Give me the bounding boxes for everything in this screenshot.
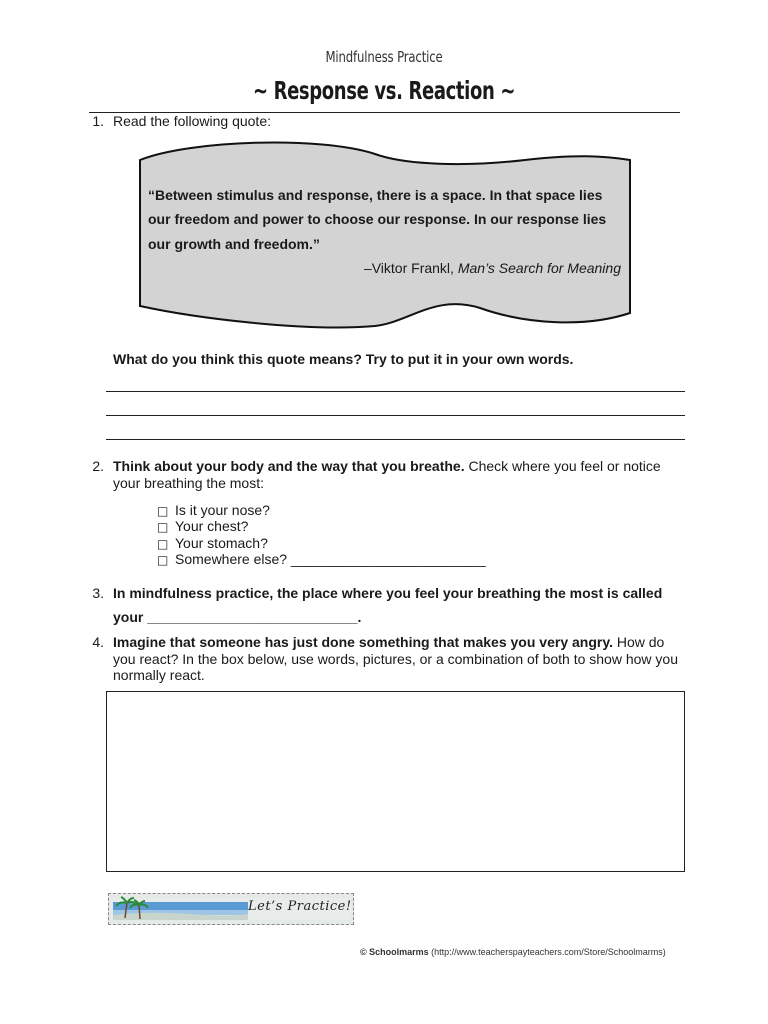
footer-url[interactable]: (http://www.teacherspayteachers.com/Store/Schoolmarms) [428,947,666,957]
option-label: Is it your nose? [175,502,270,518]
option-label: Somewhere else? _________________________ [175,551,486,567]
option-chest[interactable] [157,518,248,534]
checkbox-icon[interactable]: □ [157,553,169,567]
lets-practice-label: Let’s Practice! [248,899,352,914]
checkbox-icon[interactable]: □ [157,504,169,518]
worksheet-subtitle: Mindfulness Practice [325,48,443,66]
option-somewhere-else[interactable] [157,551,486,567]
question-4-line-1 [113,634,664,650]
question-2-rest: Check where you feel or notice [464,458,661,474]
checkbox-icon[interactable]: □ [157,520,169,534]
option-stomach[interactable] [157,535,268,551]
quote-attribution [364,260,621,276]
quote-line-2: our freedom and power to choose our response. In our response lies [148,211,607,227]
quote-line-1: “Between stimulus and response, there is a space. In that space lies [148,187,603,203]
reaction-drawing-box[interactable] [106,691,685,872]
option-nose[interactable] [157,502,270,518]
question-2-bold: Think about your body and the way that you breathe. [113,458,465,474]
quote-scroll-shape [135,138,635,332]
attribution-author: –Viktor Frankl, [363,260,458,276]
question-4-bold: Imagine that someone has just done something that makes you very angry. [113,634,613,650]
footer-copyright: © Schoolmarms [360,947,429,957]
answer-line-2[interactable] [106,415,685,416]
footer-credit [360,947,666,957]
worksheet-title: ~ Response vs. Reaction ~ [252,76,516,105]
quote-line-3: our growth and freedom.” [148,236,320,252]
question-1-followup: What do you think this quote means? Try to put it in your own words. [113,351,574,367]
question-2-line-2: your breathing the most: [113,475,264,491]
question-4-line-3: normally react. [113,667,205,683]
question-2-line-1 [113,458,661,474]
question-3-line-1: In mindfulness practice, the place where you feel your breathing the most is called [113,585,663,601]
answer-line-1[interactable] [106,391,685,392]
question-1-prompt: Read the following quote: [113,113,271,129]
option-label: Your chest? [175,518,249,534]
attribution-book: Man’s Search for Meaning [457,260,621,276]
answer-line-3[interactable] [106,439,685,440]
question-1-number: 1. [92,113,104,129]
option-label: Your stomach? [175,535,268,551]
question-3-line-2[interactable]: your ___________________________. [113,609,362,625]
question-3-number: 3. [92,585,104,601]
question-4-rest: How do [612,634,665,650]
question-4-number: 4. [92,634,104,650]
question-4-line-2: you react? In the box below, use words, pictures, or a combination of both to show how you [113,651,678,667]
question-2-number: 2. [92,458,104,474]
checkbox-icon[interactable]: □ [157,537,169,551]
